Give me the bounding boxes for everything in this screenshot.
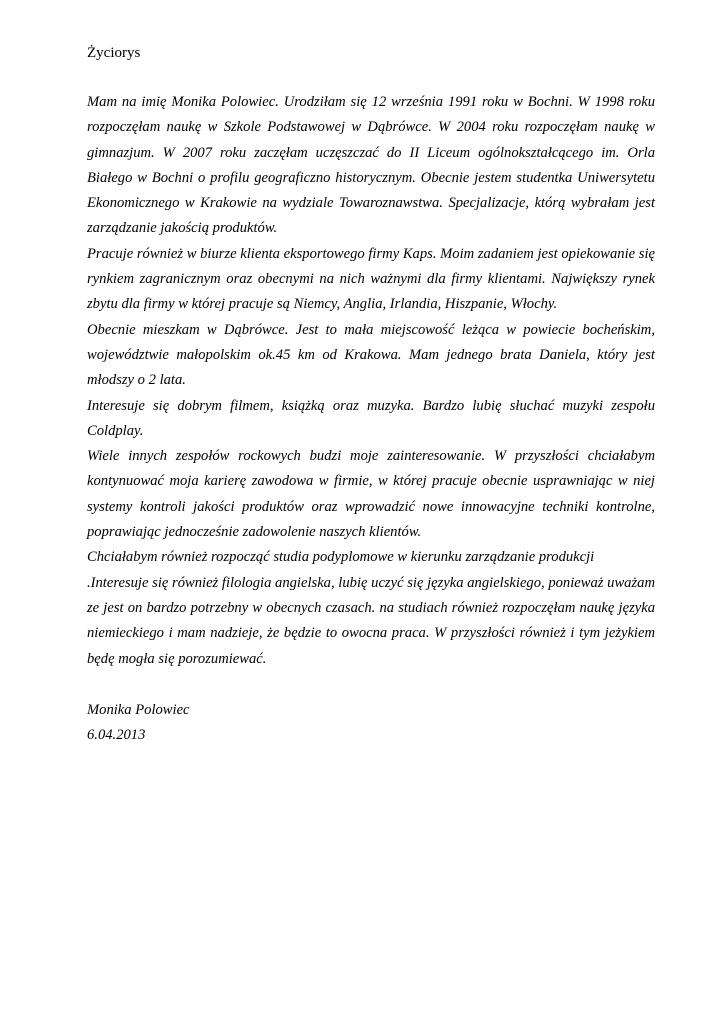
signature-block — [87, 698, 655, 749]
paragraph-work: Pracuje również w biurze klienta eksportowego firmy Kaps. Moim zadaniem jest opiekowanie się rynkiem zagranicznym oraz obecnymi na nich ważnymi dla firmy klientami. Największy rynek zbytu dla firmy w której pracuje są Niemcy, Anglia, Irlandia, Hiszpanie, Włochy. — [87, 245, 655, 313]
paragraph-postgraduate: Chciałabym również rozpocząć studia podyplomowe w kierunku zarządzanie produkcji — [87, 549, 595, 566]
signature-date: 6.04.2013 — [87, 727, 146, 744]
document-body — [87, 90, 655, 672]
paragraph-interests: Interesuje się dobrym filmem, książką oraz muzyka. Bardzo lubię słuchać muzyki zespołu Coldplay. — [87, 397, 655, 439]
paragraph-biography: Mam na imię Monika Polowiec. Urodziłam się 12 września 1991 roku w Bochni. W 1998 roku rozpoczęłam naukę w Szkole Podstawowej w Dąbrówce. W 2004 roku rozpoczęłam naukę w gimnazjum. W 2007 roku zaczęłam uczęszczać do II Liceum ogólnokształcącego im. Orla Białego w Bochni o profilu geograficzno historycznym. Obecnie jestem studentka Uniwersytetu Ekonomicznego w Krakowie na wydziale Towaroznawstwa. Specjalizacje, którą wybrałam jest zarządzanie jakością produktów. — [87, 94, 655, 237]
paragraph-career-plans: Wiele innych zespołów rockowych budzi moje zainteresowanie. W przyszłości chciałabym kontynuować moja karierę zawodowa w firmie, w której pracuje obecnie usprawniając w niej systemy kontroli jakości produktów oraz wprowadzić nowe innowacyjne techniki kontrolne, poprawiając jednocześnie zadowolenie naszych klientów. — [87, 448, 655, 541]
paragraph-languages: .Interesuje się również filologia angielska, lubię uczyć się języka angielskiego, ponieważ uważam ze jest on bardzo potrzebny w obecnych czasach. na studiach również rozpoczęłam naukę języka niemieckiego i mam nadzieje, że będzie to owocna praca. W przyszłości również i tym jeżykiem będę mogła się porozumiewać. — [87, 574, 655, 667]
document-title: Życiorys — [87, 45, 141, 61]
signature-name: Monika Polowiec — [87, 701, 190, 718]
document-page — [87, 44, 655, 748]
paragraph-residence: Obecnie mieszkam w Dąbrówce. Jest to mała miejscowość leżąca w powiecie bocheńskim, województwie małopolskim ok.45 km od Krakowa. Mam jednego brata Daniela, który jest młodszy o 2 lata. — [87, 321, 655, 389]
